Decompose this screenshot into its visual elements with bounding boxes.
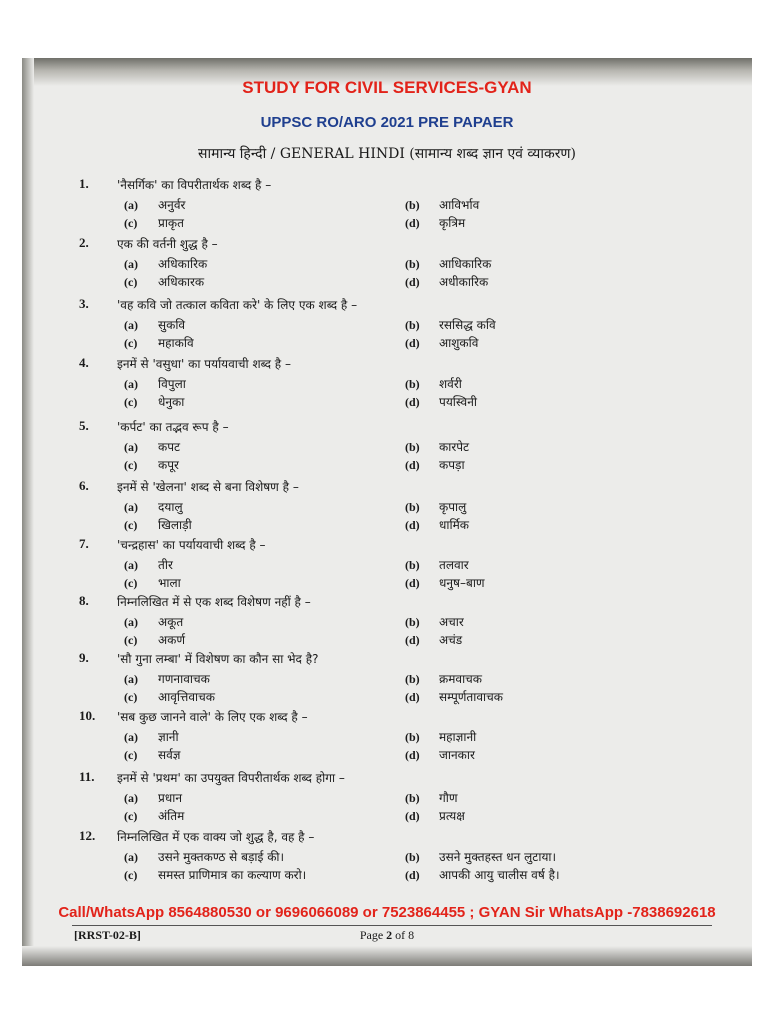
- option-item: [124, 516, 192, 533]
- page-edge-shadow-left: [22, 58, 34, 966]
- option-text: अधीकारिक: [439, 275, 489, 289]
- option-letter: (c): [124, 809, 138, 823]
- option-item: [124, 688, 215, 705]
- page-indicator: [22, 928, 752, 943]
- question-text: 'कर्पट' का तद्भव रूप है –: [117, 420, 229, 434]
- option-item: [405, 516, 469, 533]
- option-text: धनुष–बाण: [439, 576, 485, 590]
- question-number: 6.: [79, 478, 89, 493]
- option-letter: (a): [124, 615, 138, 629]
- option-letter: (c): [124, 336, 138, 350]
- option-text: शर्वरी: [439, 377, 462, 391]
- question-text: इनमें से 'खेलना' शब्द से बना विशेषण है –: [117, 480, 299, 494]
- option-item: [124, 670, 210, 687]
- question-number: 2.: [79, 235, 89, 250]
- option-letter: (b): [405, 377, 420, 391]
- option-item: [124, 255, 207, 272]
- option-text: तीर: [158, 558, 173, 572]
- option-item: [124, 438, 180, 455]
- option-letter: (d): [405, 336, 420, 350]
- option-item: [124, 848, 284, 865]
- option-text: सुकवि: [158, 318, 186, 332]
- page-title: STUDY FOR CIVIL SERVICES-GYAN: [242, 78, 532, 97]
- option-text: कपट: [158, 440, 181, 454]
- option-text: धेनुका: [158, 395, 185, 409]
- question-number: 10.: [79, 708, 96, 723]
- question-text: 'सब कुछ जानने वाले' के लिए एक शब्द है –: [117, 710, 308, 724]
- question-text: 'वह कवि जो तत्काल कविता करे' के लिए एक शब्द है –: [117, 298, 358, 312]
- option-item: [124, 631, 185, 648]
- option-letter: (b): [405, 318, 420, 332]
- option-letter: (b): [405, 850, 420, 864]
- option-text: तलवार: [439, 558, 469, 572]
- option-text: अंतिम: [158, 809, 185, 823]
- option-item: [124, 556, 173, 573]
- option-item: [124, 574, 181, 591]
- paper-code: [RRST-02-B]: [74, 928, 141, 942]
- option-letter: (a): [124, 440, 138, 454]
- option-text: क्रमवाचक: [439, 672, 483, 686]
- option-letter: (d): [405, 275, 420, 289]
- question-number: 7.: [79, 536, 89, 551]
- option-text: प्रत्यक्ष: [439, 809, 465, 823]
- option-item: [405, 848, 556, 865]
- option-letter: (d): [405, 518, 420, 532]
- page-total: of 8: [395, 928, 415, 942]
- question-text: इनमें से 'वसुधा' का पर्यायवाची शब्द है –: [117, 357, 291, 371]
- option-text: भाला: [158, 576, 181, 590]
- option-item: [405, 728, 476, 745]
- option-item: [124, 807, 184, 824]
- question-number: 12.: [79, 828, 96, 843]
- option-text: महाज्ञानी: [439, 730, 477, 744]
- question-text: इनमें से 'प्रथम' का उपयुक्त विपरीतार्थक शब्द होगा –: [117, 771, 345, 785]
- option-item: [405, 556, 469, 573]
- option-item: [124, 196, 185, 213]
- page-label: Page: [359, 928, 384, 942]
- option-text: जानकार: [439, 748, 475, 762]
- question-number: 5.: [79, 418, 89, 433]
- option-text: समस्त प्राणिमात्र का कल्याण करो।: [158, 868, 307, 882]
- option-letter: (d): [405, 868, 420, 882]
- option-item: [124, 375, 186, 392]
- option-text: अनुर्वर: [158, 198, 186, 212]
- option-item: [124, 273, 204, 290]
- option-text: उसने मुक्तहस्त धन लुटाया।: [439, 850, 557, 864]
- option-text: उसने मुक्तकण्ठ से बड़ाई की।: [158, 850, 285, 864]
- option-item: [405, 273, 488, 290]
- option-text: कारपेट: [439, 440, 470, 454]
- option-item: [124, 866, 306, 883]
- option-letter: (c): [124, 216, 138, 230]
- option-letter: (c): [124, 868, 138, 882]
- option-item: [405, 316, 496, 333]
- question-number: 9.: [79, 650, 89, 665]
- option-letter: (a): [124, 730, 138, 744]
- option-letter: (b): [405, 791, 420, 805]
- footer-divider: [72, 925, 712, 926]
- option-letter: (b): [405, 500, 420, 514]
- option-text: विपुला: [158, 377, 186, 391]
- option-text: रससिद्ध कवि: [439, 318, 496, 332]
- option-letter: (a): [124, 558, 138, 572]
- option-text: अधिकारिक: [158, 257, 208, 271]
- option-letter: (b): [405, 730, 420, 744]
- option-text: आशुकवि: [439, 336, 479, 350]
- option-letter: (c): [124, 275, 138, 289]
- question-text: निम्नलिखित में एक वाक्य जो शुद्ध है, वह है –: [117, 830, 315, 844]
- exam-title: UPPSC RO/ARO 2021 PRE PAPAER: [260, 114, 514, 131]
- question-number: 4.: [79, 355, 89, 370]
- question-number: 11.: [79, 769, 95, 784]
- option-item: [405, 196, 479, 213]
- option-item: [405, 214, 465, 231]
- option-letter: (d): [405, 458, 420, 472]
- option-letter: (c): [124, 576, 138, 590]
- option-letter: (d): [405, 216, 420, 230]
- option-text: कृपालु: [439, 500, 467, 514]
- option-text: कपूर: [158, 458, 179, 472]
- option-letter: (a): [124, 198, 138, 212]
- option-letter: (d): [405, 633, 420, 647]
- option-item: [124, 746, 180, 763]
- option-text: कृत्रिम: [439, 216, 466, 230]
- option-text: अधिकारक: [158, 275, 205, 289]
- option-item: [405, 498, 466, 515]
- option-letter: (a): [124, 672, 138, 686]
- option-text: सम्पूर्णतावाचक: [439, 690, 503, 704]
- option-letter: (c): [124, 518, 138, 532]
- option-text: अकूत: [158, 615, 184, 629]
- option-item: [124, 316, 185, 333]
- option-item: [405, 807, 465, 824]
- option-item: [405, 393, 477, 410]
- option-item: [405, 789, 458, 806]
- option-item: [405, 255, 491, 272]
- question-text: 'चन्द्रहास' का पर्यायवाची शब्द है –: [117, 538, 266, 552]
- option-item: [124, 334, 194, 351]
- option-item: [124, 214, 184, 231]
- option-letter: (b): [405, 198, 420, 212]
- contact-line: Call/WhatsApp 8564880530 or 9696066089 or 7523864455 ; GYAN Sir WhatsApp -7838692618: [58, 904, 716, 921]
- question-text: 'सौ गुना लम्बा' में विशेषण का कौन सा भेद है?: [117, 652, 319, 666]
- question-number: 8.: [79, 593, 89, 608]
- question-text: 'नैसर्गिक' का विपरीतार्थक शब्द है –: [117, 178, 272, 192]
- option-text: आवृत्तिवाचक: [158, 690, 215, 704]
- option-item: [124, 393, 184, 410]
- option-text: आपकी आयु चालीस वर्ष है।: [439, 868, 560, 882]
- option-item: [405, 375, 462, 392]
- option-item: [124, 456, 179, 473]
- option-item: [405, 688, 503, 705]
- option-item: [405, 438, 469, 455]
- page-edge-shadow-bottom: [22, 946, 752, 966]
- option-text: पयस्विनी: [439, 395, 477, 409]
- option-text: खिलाड़ी: [158, 518, 192, 532]
- option-item: [405, 613, 464, 630]
- option-text: सर्वज्ञ: [158, 748, 181, 762]
- option-item: [124, 728, 179, 745]
- option-text: ज्ञानी: [158, 730, 179, 744]
- question-text: एक की वर्तनी शुद्ध है –: [117, 237, 218, 251]
- option-letter: (a): [124, 257, 138, 271]
- option-text: अचार: [439, 615, 464, 629]
- scanned-page: [22, 58, 752, 966]
- option-letter: (c): [124, 633, 138, 647]
- option-text: आविर्भाव: [439, 198, 480, 212]
- option-text: कपड़ा: [439, 458, 465, 472]
- option-letter: (b): [405, 558, 420, 572]
- option-letter: (d): [405, 395, 420, 409]
- option-item: [405, 670, 482, 687]
- option-item: [124, 498, 183, 515]
- option-letter: (b): [405, 672, 420, 686]
- option-letter: (c): [124, 458, 138, 472]
- option-letter: (a): [124, 500, 138, 514]
- option-text: महाकवि: [158, 336, 194, 350]
- option-item: [405, 456, 465, 473]
- option-item: [124, 789, 182, 806]
- option-item: [405, 574, 485, 591]
- option-text: अचंड: [439, 633, 463, 647]
- option-text: आधिकारिक: [439, 257, 492, 271]
- option-letter: (a): [124, 318, 138, 332]
- option-text: अकर्ण: [158, 633, 186, 647]
- page-number: 2: [386, 928, 393, 942]
- option-item: [405, 334, 478, 351]
- subject-heading: सामान्य हिन्दी / GENERAL HINDI (सामान्य शब्द ज्ञान एवं व्याकरण): [197, 146, 577, 162]
- option-letter: (d): [405, 690, 420, 704]
- option-item: [124, 613, 183, 630]
- option-item: [405, 631, 462, 648]
- option-item: [405, 866, 560, 883]
- option-letter: (d): [405, 809, 420, 823]
- option-text: प्रधान: [158, 791, 182, 805]
- option-letter: (b): [405, 615, 420, 629]
- option-letter: (d): [405, 576, 420, 590]
- option-text: प्राकृत: [158, 216, 184, 230]
- option-text: धार्मिक: [439, 518, 469, 532]
- option-item: [405, 746, 475, 763]
- option-text: दयालु: [158, 500, 183, 514]
- option-letter: (c): [124, 690, 138, 704]
- option-letter: (a): [124, 377, 138, 391]
- option-letter: (a): [124, 850, 138, 864]
- option-letter: (c): [124, 748, 138, 762]
- option-letter: (c): [124, 395, 138, 409]
- option-letter: (b): [405, 440, 420, 454]
- question-number: 1.: [79, 176, 89, 191]
- option-letter: (a): [124, 791, 138, 805]
- question-text: निम्नलिखित में से एक शब्द विशेषण नहीं है –: [117, 595, 311, 609]
- question-number: 3.: [79, 296, 89, 311]
- option-letter: (d): [405, 748, 420, 762]
- option-text: गणनावाचक: [158, 672, 210, 686]
- option-letter: (b): [405, 257, 420, 271]
- option-text: गौण: [439, 791, 458, 805]
